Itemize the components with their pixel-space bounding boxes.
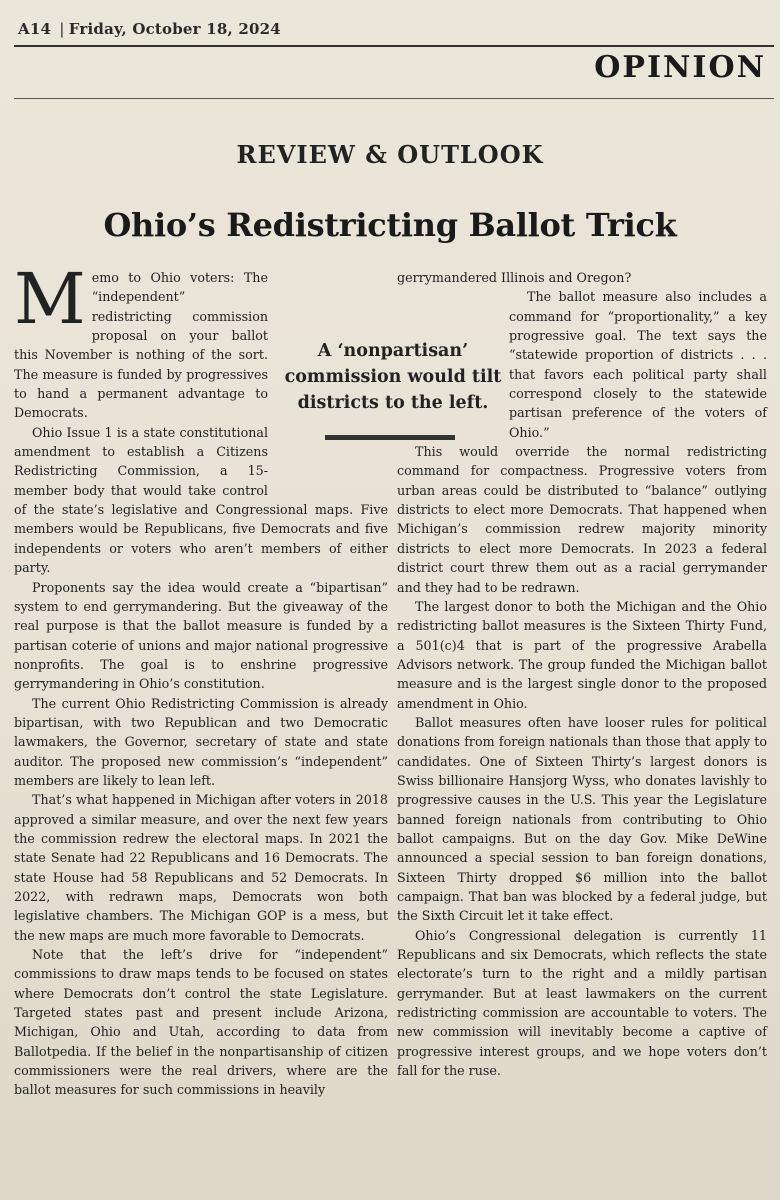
paragraph-3: Proponents say the idea would create a “bipartisan” system to end gerrymandering. But the giveaway of the real purpose is that the ballot measure is funded by a partisan coterie of unions and major national progressive nonprofits. The goal is to enshrine progressive gerrymandering in Ohio’s constitution. <box>14 579 388 692</box>
dateline <box>18 20 281 38</box>
headline: Ohio’s Redistricting Ballot Trick <box>103 206 677 244</box>
paragraph-12: Ohio’s Congressional delegation is currently 11 Republicans and six Democrats, which reflects the state electorate’s turn to the right and a mildly partisan gerrymander. But at least lawmakers on the current redistricting commission are accountable to voters. The new commission will inevitably become a captive of progressive interest groups, and we hope voters don’t fall for the ruse. <box>397 927 767 1079</box>
pull-quote: A ‘nonpartisan’ commission would tilt districts to the left. <box>284 341 502 413</box>
paragraph-10: The largest donor to both the Michigan and the Ohio redistricting ballot measures is the Sixteen Thirty Fund, a 501(c)4 that is part of the progressive Arabella Advisors network. The group funded the Michigan ballot measure and is the largest single donor to the proposed amendment in Ohio. <box>397 598 767 711</box>
section-title: OPINION <box>594 50 766 85</box>
paragraph-6: Note that the left’s drive for “independent” commissions to draw maps tends to be focused on states where Democrats don’t control the state Legislature. Targeted states past and present include Arizona, Michigan, Ohio and Utah, according to data from Ballotpedia. If the belief in the nonpartisanship of citizen commissioners were the real drivers, where are the ballot measures for such commissions in heavily <box>14 947 388 1098</box>
issue-date: Friday, October 18, 2024 <box>68 20 281 38</box>
section-rule <box>14 98 774 99</box>
top-rule <box>14 45 774 47</box>
paragraph-11: Ballot measures often have looser rules for political donations from foreign nationals than those that apply to candidates. One of Sixteen Thirty’s largest donors is Swiss billionaire Hansjorg Wyss, who donates lavishly to progressive causes in the U.S. This year the Legislature banned foreign nationals from contributing to Ohio ballot campaigns. But on the day Gov. Mike DeWine announced a special session to ban foreign donations, Sixteen Thirty dropped $6 million into the ballot campaign. That ban was blocked by a federal judge, but the Sixth Circuit let it take effect. <box>397 714 767 924</box>
pull-quote-rule <box>325 435 455 440</box>
paragraph-5: That’s what happened in Michigan after voters in 2018 approved a similar measure, and over the next few years the commission redrew the electoral maps. In 2021 the state Senate had 22 Republicans and 16 Democrats. The state House had 58 Republicans and 52 Democrats. In 2022, with redrawn maps, Democrats won both legislative chambers. The Michigan GOP is a mess, but the new maps are much more favorable to Democrats. <box>14 792 388 943</box>
kicker: REVIEW & OUTLOOK <box>236 140 544 169</box>
paragraph-8: The ballot measure also includes a command for “proportionality,” a key progressive goal. The text says the “statewide proportion of districts . . . that favors each political party shall correspond closely to the statewide partisan preference of the voters of Ohio.” <box>509 289 767 440</box>
drop-cap: M <box>14 258 86 340</box>
paragraph-2: Ohio Issue 1 is a state constitutional amendment to establish a Citizens Redistricting Commission, a 15-member body that would take control of the state’s legislative and Congressional maps. Five members would be Republicans, five Democrats and five independents or voters who aren’t members of either party. <box>14 424 388 576</box>
dateline-separator: | <box>59 20 65 38</box>
paragraph-1-text: emo to Ohio voters: The “independent” redistricting commission proposal on your ballot this November is nothing of the sort. The measure is funded by progressives to hand a permanent advantage to Democrats. <box>14 270 268 421</box>
paragraph-9: This would override the normal redistricting command for compactness. Progressive voters from urban areas could be distributed to “balance” outlying districts to elect more Democrats. That happened when Michigan’s commission redrew majority minority districts to elect more Democrats. In 2023 a federal district court threw them out as a racial gerrymander and they had to be redrawn. <box>397 444 767 595</box>
paragraph-4: The current Ohio Redistricting Commission is already bipartisan, with two Republican and two Democratic lawmakers, the Governor, secretary of state and state auditor. The proposed new commission’s “independent” members are likely to lean left. <box>14 695 388 788</box>
paragraph-7: gerrymandered Illinois and Oregon? <box>397 270 632 285</box>
page-number: A14 <box>18 20 52 38</box>
